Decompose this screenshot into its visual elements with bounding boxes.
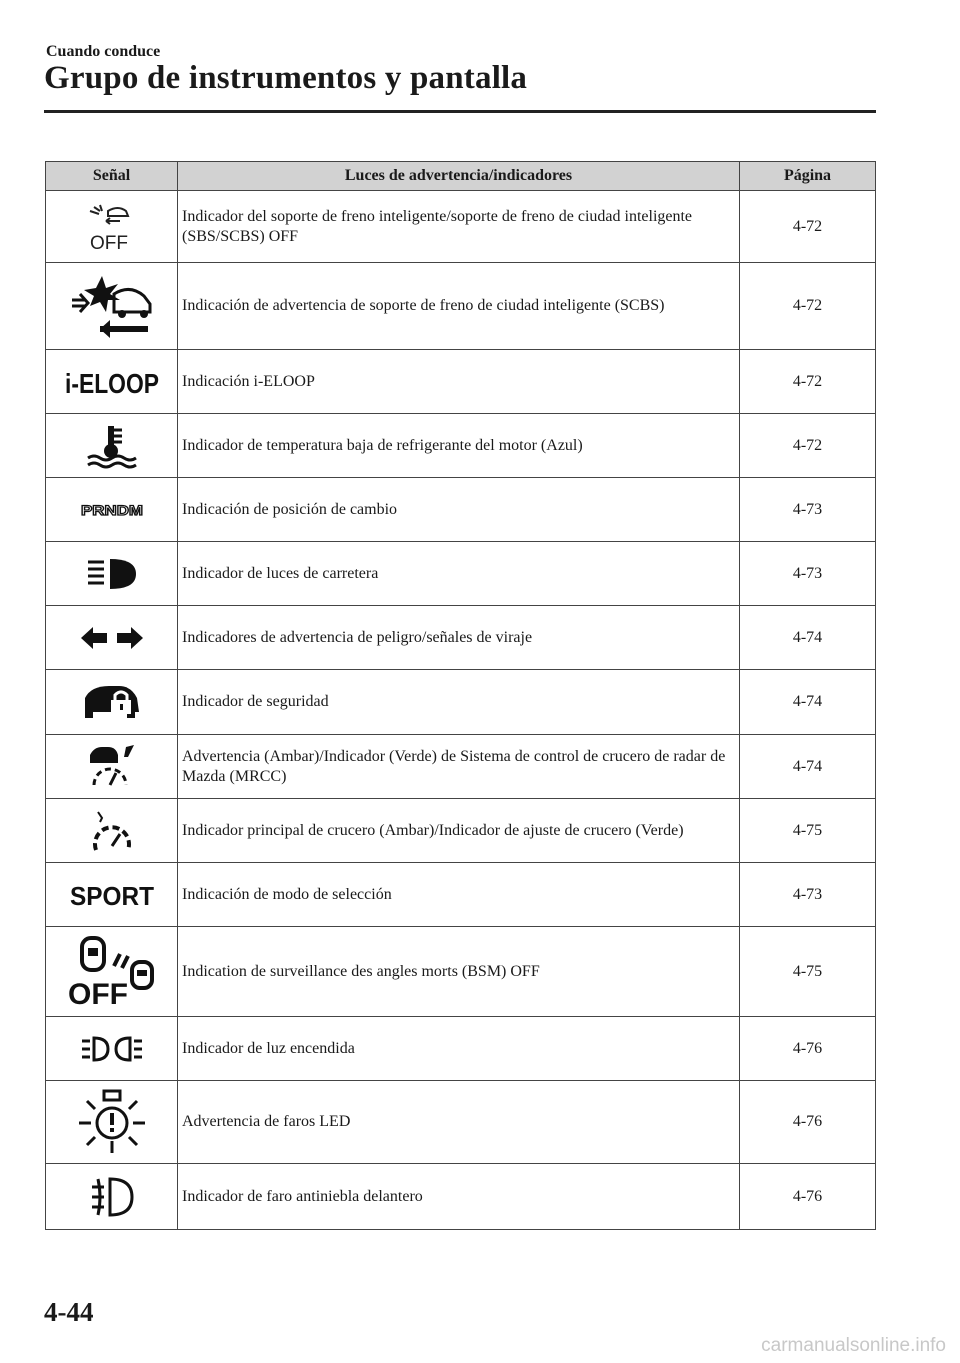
row-page: 4-76 bbox=[740, 1081, 876, 1164]
lights-on-icon bbox=[46, 1017, 178, 1081]
high-beam-icon bbox=[46, 542, 178, 606]
mrcc-icon bbox=[46, 735, 178, 799]
table-row bbox=[46, 1164, 876, 1230]
icon-text: SPORT bbox=[69, 880, 154, 911]
row-description: Indicación de posición de cambio bbox=[178, 478, 740, 542]
watermark: carmanualsonline.info bbox=[761, 1335, 946, 1356]
row-description: Indicador de luces de carretera bbox=[178, 542, 740, 606]
front-fog-icon bbox=[46, 1164, 178, 1230]
icon-text: OFF bbox=[67, 977, 128, 1011]
sbs-scbs-off-icon bbox=[46, 191, 178, 263]
row-description: Indicación de advertencia de soporte de freno de ciudad inteligente (SCBS) bbox=[178, 263, 740, 350]
row-page: 4-76 bbox=[740, 1164, 876, 1230]
table-row bbox=[46, 1081, 876, 1164]
row-description: Advertencia de faros LED bbox=[178, 1081, 740, 1164]
row-description: Indicación i-ELOOP bbox=[178, 350, 740, 414]
section-label: Cuando conduce bbox=[46, 43, 161, 60]
table-row bbox=[46, 478, 876, 542]
row-description: Indicador de temperatura baja de refrigerante del motor (Azul) bbox=[178, 414, 740, 478]
gear-position-icon bbox=[46, 478, 178, 542]
page-title: Grupo de instrumentos y pantalla bbox=[44, 60, 528, 96]
row-description: Indicador de faro antiniebla delantero bbox=[178, 1164, 740, 1230]
row-page: 4-74 bbox=[740, 735, 876, 799]
icon-text: PRNDM bbox=[80, 501, 143, 518]
table-row bbox=[46, 414, 876, 478]
column-header-page: Página bbox=[740, 162, 876, 191]
scbs-warning-icon bbox=[46, 263, 178, 350]
row-page: 4-73 bbox=[740, 542, 876, 606]
table-row bbox=[46, 542, 876, 606]
security-lock-icon bbox=[46, 670, 178, 735]
row-page: 4-72 bbox=[740, 191, 876, 263]
icon-text: i-ELOOP bbox=[64, 367, 159, 399]
table-row bbox=[46, 1017, 876, 1081]
row-page: 4-73 bbox=[740, 863, 876, 927]
i-eloop-icon bbox=[46, 350, 178, 414]
table-row bbox=[46, 263, 876, 350]
row-page: 4-74 bbox=[740, 606, 876, 670]
row-page: 4-75 bbox=[740, 927, 876, 1017]
row-description: Indicador principal de crucero (Ambar)/Indicador de ajuste de crucero (Verde) bbox=[178, 799, 740, 863]
table-row bbox=[46, 927, 876, 1017]
table-row bbox=[46, 350, 876, 414]
indicator-table bbox=[45, 161, 876, 1230]
table-row bbox=[46, 735, 876, 799]
row-description: Indicador de seguridad bbox=[178, 670, 740, 735]
coolant-temperature-icon bbox=[46, 414, 178, 478]
page-number: 4-44 bbox=[44, 1297, 94, 1327]
column-header-description: Luces de advertencia/indicadores bbox=[178, 162, 740, 191]
row-description: Indicadores de advertencia de peligro/señales de viraje bbox=[178, 606, 740, 670]
table-header-row bbox=[46, 162, 876, 191]
sport-mode-icon bbox=[46, 863, 178, 927]
bsm-off-icon bbox=[46, 927, 178, 1017]
title-rule bbox=[44, 110, 876, 113]
row-description: Advertencia (Ambar)/Indicador (Verde) de Sistema de control de crucero de radar de Mazda (MRCC) bbox=[178, 735, 740, 799]
row-page: 4-73 bbox=[740, 478, 876, 542]
table-row bbox=[46, 799, 876, 863]
row-page: 4-76 bbox=[740, 1017, 876, 1081]
row-page: 4-75 bbox=[740, 799, 876, 863]
cruise-main-icon bbox=[46, 799, 178, 863]
table-row bbox=[46, 191, 876, 263]
row-description: Indication de surveillance des angles morts (BSM) OFF bbox=[178, 927, 740, 1017]
row-page: 4-72 bbox=[740, 414, 876, 478]
row-description: Indicación de modo de selección bbox=[178, 863, 740, 927]
column-header-signal: Señal bbox=[46, 162, 178, 191]
row-page: 4-74 bbox=[740, 670, 876, 735]
table-row bbox=[46, 606, 876, 670]
table-row bbox=[46, 670, 876, 735]
row-page: 4-72 bbox=[740, 263, 876, 350]
row-description: Indicador del soporte de freno inteligente/soporte de freno de ciudad inteligente (SBS/SCBS) OFF bbox=[178, 191, 740, 263]
turn-signal-icon bbox=[46, 606, 178, 670]
icon-text: OFF bbox=[89, 232, 128, 254]
led-headlight-warning-icon bbox=[46, 1081, 178, 1164]
row-description: Indicador de luz encendida bbox=[178, 1017, 740, 1081]
row-page: 4-72 bbox=[740, 350, 876, 414]
table-row bbox=[46, 863, 876, 927]
